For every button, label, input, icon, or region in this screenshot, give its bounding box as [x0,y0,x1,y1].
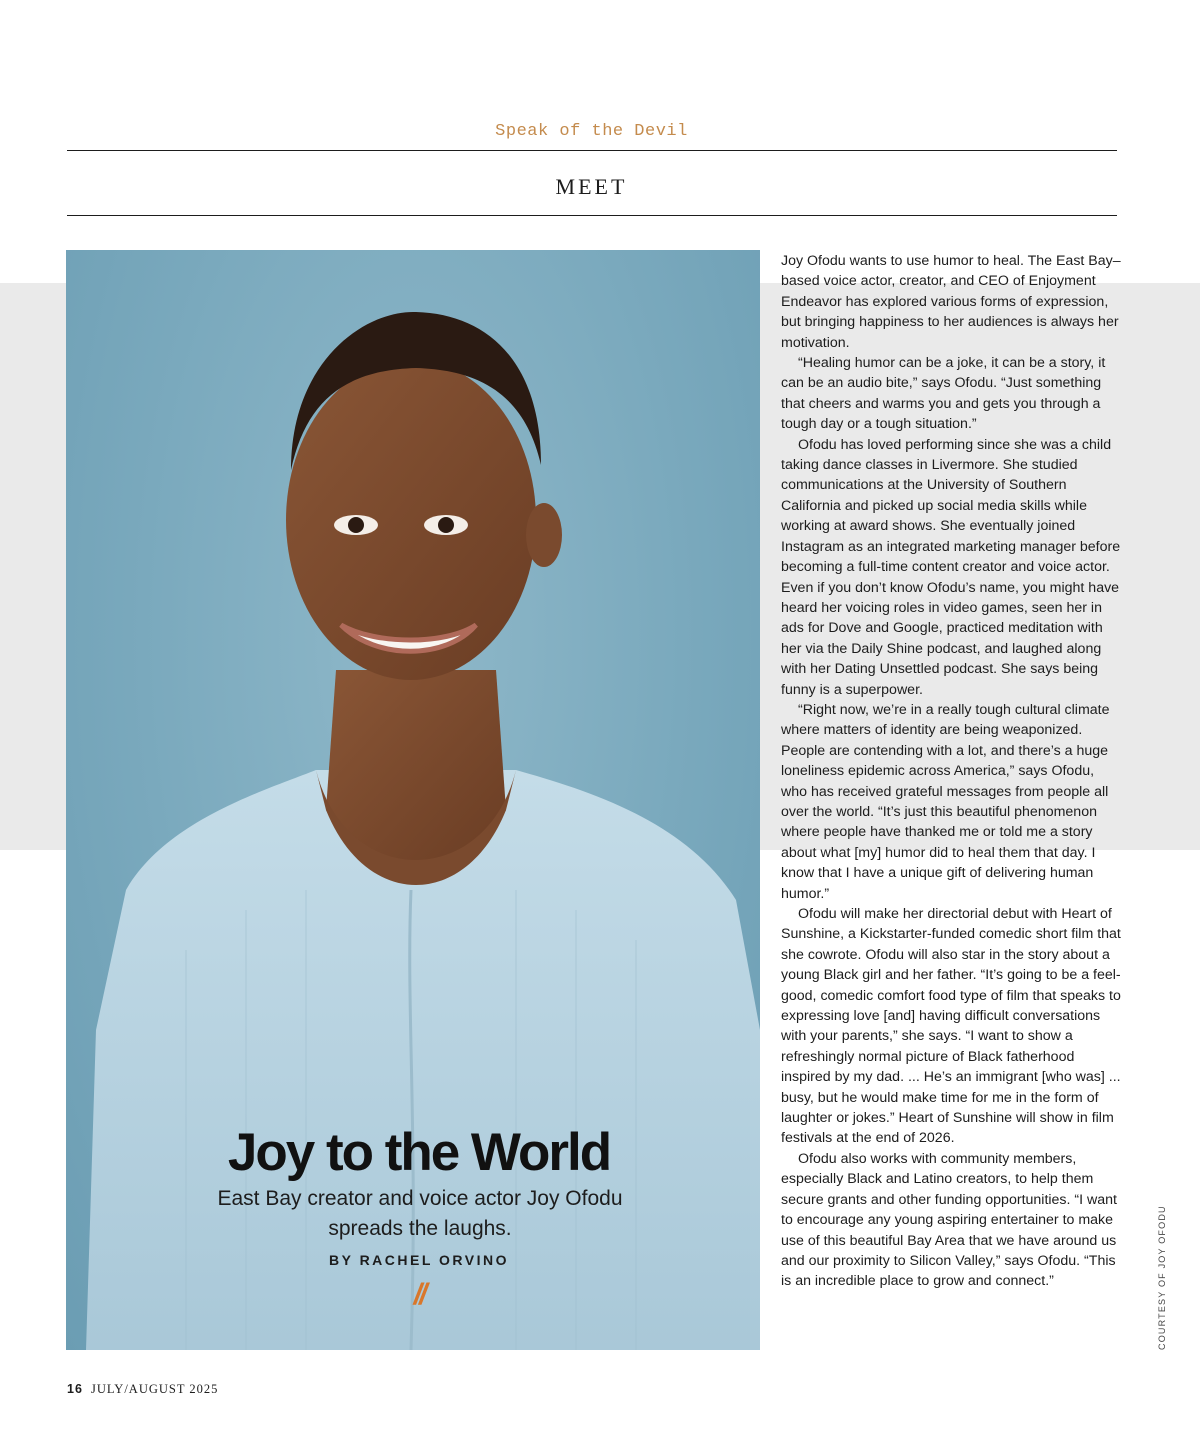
page-number: 16 [67,1382,83,1396]
photo-credit: COURTESY OF JOY OFODU [1157,1205,1167,1350]
bottom-rule [67,215,1117,216]
top-rule [67,150,1117,151]
paragraph: “Right now, we’re in a really tough cultural climate where matters of identity are being weaponized. People are contending with a lot, and there’s a huge loneliness epidemic across America,” says Ofodu, who has received grateful messages from people all over the world. “It’s just this beautiful phenomenon where people have thanked me or told me a story about what [my] humor did to heal them that day. I know that I have a unique gift of delivering human humor.” [781,701,1110,902]
folio [67,1382,218,1397]
byline: BY RACHEL ORVINO [328,1252,510,1268]
article-body [781,251,1123,1292]
section-kicker: Speak of the Devil [495,122,688,141]
paragraph: Ofodu has loved performing since she was a child taking dance classes in Livermore. She studied communications at the University of Southern California and picked up social media skills while working at award shows. She eventually joined Instagram as an integrated marketing manager before becoming a full-time content creator and voice actor. Even if you don’t know Ofodu’s name, you might have heard her voicing roles in video games, seen her in ads for Dove and Google, practiced meditation with her via the Daily Shine podcast, and laughed along with her Dating Unsettled podcast. She says being funny is a superpower. [781,436,1121,698]
section-name: MEET [555,174,628,199]
paragraph: Ofodu also works with community members, especially Black and Latino creators, to help them secure grants and other funding opportunities. “I want to encourage any young aspiring entertainer to make use of this beautiful Bay Area that we have around us and our proximity to Silicon Valley,” says Ofodu. “This is an incredible place to grow and connect.” [781,1150,1117,1290]
issue-date: JULY/AUGUST 2025 [91,1382,219,1396]
deck: East Bay creator and voice actor Joy Ofodu spreads the laughs. [217,1187,623,1240]
slash-mark: // [413,1278,425,1311]
paragraph: “Healing humor can be a joke, it can be a story, it can be an audio bite,” says Ofodu. “Just something that cheers and warms you and gets you through a tough day or a tough situation.” [781,355,1106,433]
paragraph: Ofodu will make her directorial debut with Heart of Sunshine, a Kickstarter-funded comedic short film that she cowrote. Ofodu will also star in the story about a young Black girl and her father. “It’s going to be a feel-good, comedic comfort food type of film that speaks to expressing love [and] having difficult conversations with your parents,” she says. “I want to show a refreshingly normal picture of Black fatherhood inspired by my dad. ... He’s an immigrant [who was] ... busy, but he would make time for me in the form of laughter or jokes.” Heart of Sunshine will show in film festivals at the end of 2026. [781,906,1121,1147]
paragraph: Joy Ofodu wants to use humor to heal. The East Bay–based voice actor, creator, and CEO of Enjoyment Endeavor has explored various forms of expression, but bringing happiness to her audiences is always her motivation. [781,253,1121,351]
ear [526,503,562,567]
headline: Joy to the World [227,1123,611,1182]
face [286,360,536,680]
